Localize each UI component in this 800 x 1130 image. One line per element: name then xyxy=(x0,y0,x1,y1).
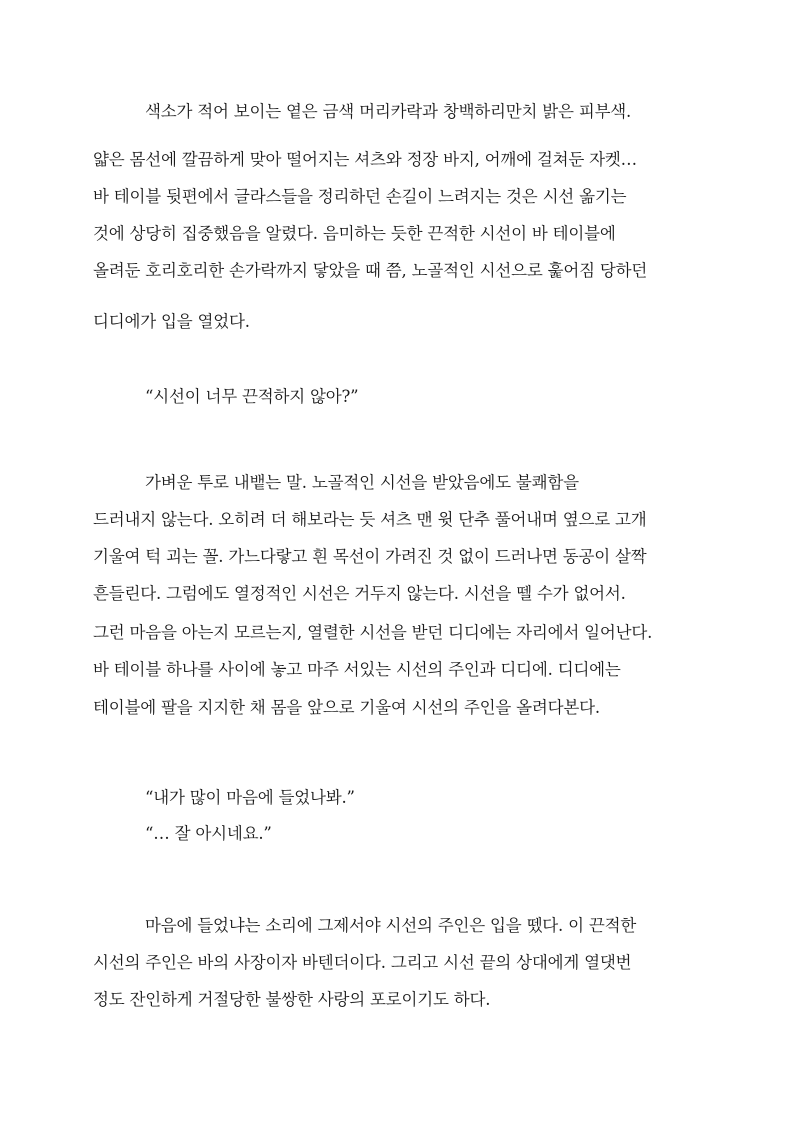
paragraph-1-line-4: 것에 상당히 집중했음을 알렸다. 음미하는 듯한 끈적한 시선이 바 테이블에 xyxy=(93,224,616,243)
dialogue-line-1: “시선이 너무 끈적하지 않아?” xyxy=(145,387,359,406)
paragraph-5-line-1: 마음에 들었냐는 소리에 그제서야 시선의 주인은 입을 뗐다. 이 끈적한 xyxy=(145,916,637,935)
paragraph-1-line-6: 디디에가 입을 열었다. xyxy=(93,312,250,331)
dialogue-line-3: “… 잘 아시네요.” xyxy=(145,824,272,843)
paragraph-5-line-3: 정도 잔인하게 거절당한 불쌍한 사랑의 포로이기도 하다. xyxy=(93,990,491,1009)
dialogue-line-2: “내가 많이 마음에 들었나봐.” xyxy=(145,788,355,807)
paragraph-3-line-6: 바 테이블 하나를 사이에 놓고 마주 서있는 시선의 주인과 디디에. 디디에는 xyxy=(93,660,621,679)
paragraph-1-line-3: 바 테이블 뒷편에서 글라스들을 정리하던 손길이 느려지는 것은 시선 옮기는 xyxy=(93,187,627,206)
paragraph-3-line-7: 테이블에 팔을 지지한 채 몸을 앞으로 기울여 시선의 주인을 올려다본다. xyxy=(93,698,600,717)
paragraph-1-line-1: 색소가 적어 보이는 옅은 금색 머리카락과 창백하리만치 밝은 피부색. xyxy=(145,102,632,121)
paragraph-1-line-5: 올려둔 호리호리한 손가락까지 닿았을 때 쯤, 노골적인 시선으로 훑어짐 당하던 xyxy=(93,261,648,280)
paragraph-3-line-5: 그런 마음을 아는지 모르는지, 열렬한 시선을 받던 디디에는 자리에서 일어난다. xyxy=(93,623,653,642)
paragraph-5-line-2: 시선의 주인은 바의 사장이자 바텐더이다. 그리고 시선 끝의 상대에게 열댓번 xyxy=(93,953,632,972)
paragraph-1-line-2: 얇은 몸선에 깔끔하게 맞아 떨어지는 셔츠와 정장 바지, 어깨에 걸쳐둔 자켓… xyxy=(93,150,637,169)
paragraph-3-line-2: 드러내지 않는다. 오히려 더 해보라는 듯 셔츠 맨 윗 단추 풀어내며 옆으로 고개 xyxy=(93,510,647,529)
paragraph-3-line-3: 기울여 턱 괴는 꼴. 가느다랗고 흰 목선이 가려진 것 없이 드러나면 동공이 살짝 xyxy=(93,547,647,566)
paragraph-3-line-4: 흔들린다. 그럼에도 열정적인 시선은 거두지 않는다. 시선을 뗄 수가 없어서. xyxy=(93,584,626,603)
paragraph-3-line-1: 가벼운 투로 내뱉는 말. 노골적인 시선을 받았음에도 불쾌함을 xyxy=(145,473,579,492)
